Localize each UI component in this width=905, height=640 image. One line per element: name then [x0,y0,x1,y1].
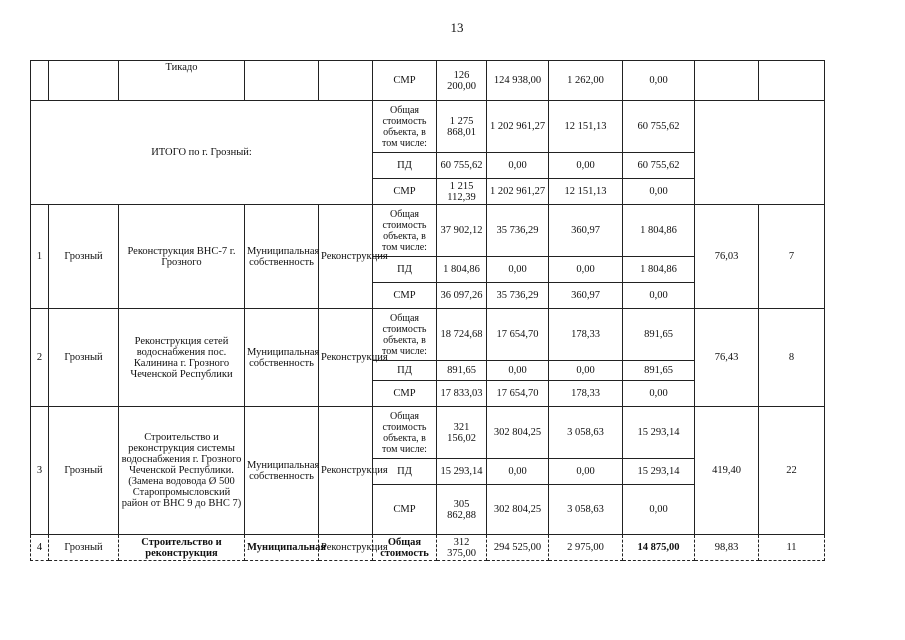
table-cell [759,61,825,101]
table-cell: СМР [373,283,437,309]
table-cell [31,61,49,101]
table-cell: Общая стоимость объекта, в том числе: [373,101,437,153]
table-cell: 294 525,00 [487,535,549,561]
object-name-cell: Тикадо [119,61,245,101]
table-cell: 12 151,13 [549,101,623,153]
table-cell: 0,00 [623,283,695,309]
row-number: 4 [31,535,49,561]
table-cell: 2 975,00 [549,535,623,561]
table-cell: Общая стоимость объекта, в том числе: [373,309,437,361]
table-cell: 0,00 [487,361,549,381]
investment-table [30,60,825,561]
table-cell: Общая стоимость [373,535,437,561]
row-number: 2 [31,309,49,407]
city-cell: Грозный [49,535,119,561]
city-cell: Грозный [49,407,119,535]
table-cell: 0,00 [623,179,695,205]
page-number: 13 [450,20,464,35]
table-cell: 360,97 [549,283,623,309]
table-cell: СМР [373,381,437,407]
city-cell: Грозный [49,205,119,309]
object-name-cell: Реконструкция ВНС-7 г. Грозного [119,205,245,309]
table-cell: 17 833,03 [437,381,487,407]
table-cell: 126 200,00 [437,61,487,101]
table-cell: 15 293,14 [623,407,695,459]
table-row [31,535,825,561]
table-cell: 35 736,29 [487,283,549,309]
table-cell: 17 654,70 [487,381,549,407]
table-row [31,101,825,153]
table-cell: 76,03 [695,205,759,309]
ownership-cell: Муниципальная [245,535,319,561]
table-cell: 0,00 [487,459,549,485]
table-cell: 15 293,14 [437,459,487,485]
table-cell: 305 862,88 [437,485,487,535]
table-cell: 1 275 868,01 [437,101,487,153]
table-cell: ПД [373,153,437,179]
table-cell: 3 058,63 [549,485,623,535]
table-cell: 302 804,25 [487,407,549,459]
table-cell: 1 202 961,27 [487,101,549,153]
table-cell: 37 902,12 [437,205,487,257]
table-cell: 1 804,86 [437,257,487,283]
table-cell: 35 736,29 [487,205,549,257]
table-cell: Общая стоимость объекта, в том числе: [373,205,437,257]
table-cell: 0,00 [487,257,549,283]
table-cell: 60 755,62 [623,101,695,153]
table-row [31,205,825,257]
table-cell: 15 293,14 [623,459,695,485]
table-cell: 178,33 [549,309,623,361]
work-type-cell: Реконструкция [319,407,373,535]
ownership-cell: Муниципальная собственность [245,205,319,309]
ownership-cell: Муниципальная собственность [245,407,319,535]
table-cell: 419,40 [695,407,759,535]
table-cell: 60 755,62 [437,153,487,179]
table-cell: 0,00 [549,361,623,381]
table-cell: 0,00 [549,459,623,485]
table-cell [49,61,119,101]
table-cell: ПД [373,459,437,485]
table-cell: 312 375,00 [437,535,487,561]
table-cell: 891,65 [623,361,695,381]
table-row [31,61,825,101]
table-cell: 891,65 [437,361,487,381]
object-name-cell: Строительство и реконструкция системы водоснабжения г. Грозного Чеченской Республики. (Замена водовода Ø 500 Старопромысловский район от ВНС 9 до ВНС 7) [119,407,245,535]
table-cell: 11 [759,535,825,561]
table-cell: 14 875,00 [623,535,695,561]
table-cell: 0,00 [623,485,695,535]
itogo-label: ИТОГО по г. Грозный: [31,101,373,205]
table-cell: 1 215 112,39 [437,179,487,205]
table-cell: 1 804,86 [623,205,695,257]
table-cell [695,61,759,101]
work-type-cell: Реконструкция [319,309,373,407]
table-cell: 0,00 [623,381,695,407]
work-type-cell: Реконструкция [319,535,373,561]
table-row [31,309,825,361]
table-cell: 302 804,25 [487,485,549,535]
table-cell: 17 654,70 [487,309,549,361]
table-cell: 0,00 [549,153,623,179]
table-cell: 76,43 [695,309,759,407]
table-cell: 60 755,62 [623,153,695,179]
table-cell: 36 097,26 [437,283,487,309]
table-cell: 7 [759,205,825,309]
city-cell: Грозный [49,309,119,407]
table-cell: 178,33 [549,381,623,407]
table-cell: 8 [759,309,825,407]
table-cell: 1 804,86 [623,257,695,283]
table-cell [695,101,825,205]
object-name-cell: Строительство и реконструкция [119,535,245,561]
table-cell: 124 938,00 [487,61,549,101]
table-cell [319,61,373,101]
table-cell: СМР [373,61,437,101]
table-cell: СМР [373,485,437,535]
table-cell: 1 202 961,27 [487,179,549,205]
table-cell: 98,83 [695,535,759,561]
row-number: 3 [31,407,49,535]
table-cell: 0,00 [549,257,623,283]
table-cell: ПД [373,257,437,283]
object-name-cell: Реконструкция сетей водоснабжения пос. Калинина г. Грозного Чеченской Республики [119,309,245,407]
table-cell: 891,65 [623,309,695,361]
table-cell: ПД [373,361,437,381]
table-cell [245,61,319,101]
table-cell: 22 [759,407,825,535]
table-cell: 321 156,02 [437,407,487,459]
table-cell: 0,00 [623,61,695,101]
table-cell: Общая стоимость объекта, в том числе: [373,407,437,459]
row-number: 1 [31,205,49,309]
table-cell: 3 058,63 [549,407,623,459]
table-row [31,407,825,459]
table-cell: СМР [373,179,437,205]
work-type-cell: Реконструкция [319,205,373,309]
table-cell: 1 262,00 [549,61,623,101]
table-cell: 18 724,68 [437,309,487,361]
table-cell: 0,00 [487,153,549,179]
table-cell: 12 151,13 [549,179,623,205]
table-cell: 360,97 [549,205,623,257]
ownership-cell: Муниципальная собственность [245,309,319,407]
